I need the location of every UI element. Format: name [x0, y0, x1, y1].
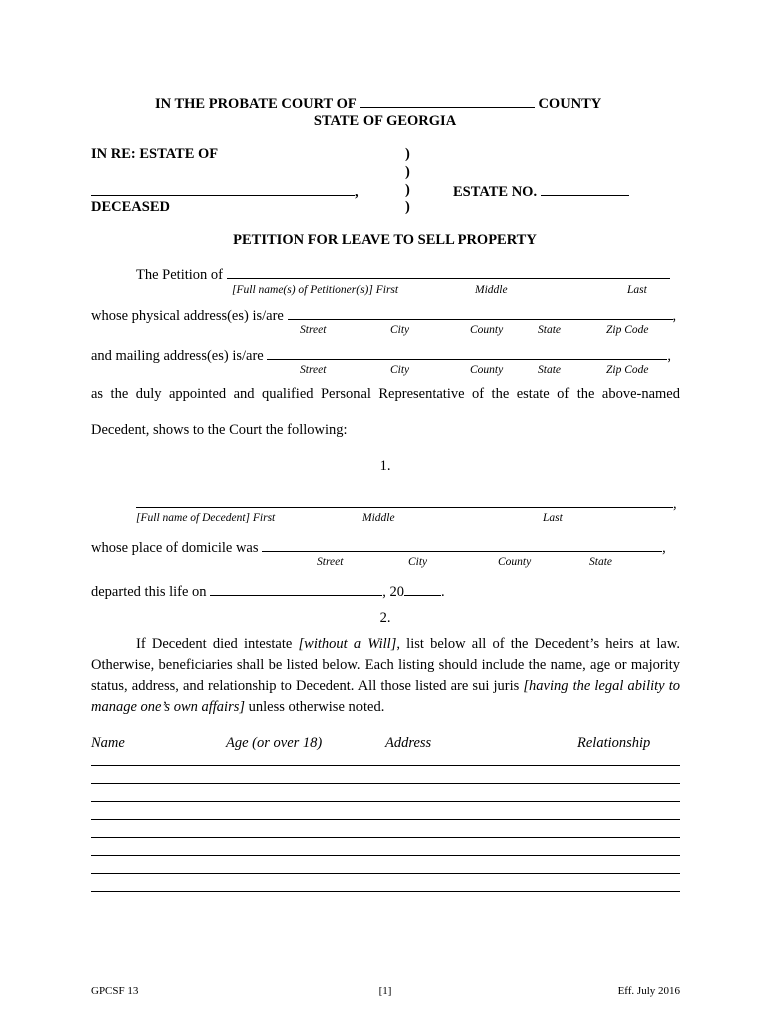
decedent-full-name-line [136, 494, 677, 513]
dom-label-county: County [498, 556, 532, 568]
domicile-blank[interactable] [262, 538, 662, 552]
physical-address-blank[interactable] [288, 306, 673, 320]
col-relationship: Relationship [577, 735, 651, 751]
mail-label-city: City [390, 364, 410, 376]
phys-label-county: County [470, 324, 504, 336]
decedent-full-name-blank[interactable] [136, 494, 673, 508]
effective-date: Eff. July 2016 [617, 985, 680, 997]
caption-paren-1: ) [405, 146, 410, 162]
duly-appointed-text: as the duly appointed and qualified Personal Representative of the estate of the above-named [91, 386, 680, 402]
in-re-label: IN RE: ESTATE OF [91, 146, 219, 162]
petitioner-label-last: Last [627, 284, 647, 296]
col-name: Name [91, 735, 125, 751]
mail-label-county: County [470, 364, 504, 376]
domicile-label: whose place of domicile was [91, 540, 259, 556]
document-title: PETITION FOR LEAVE TO SELL PROPERTY [233, 232, 537, 248]
shows-text: Decedent, shows to the Court the following: [91, 422, 348, 438]
estate-no [453, 182, 629, 201]
petitioner-label-middle: Middle [475, 284, 508, 296]
section-2-paragraph [91, 634, 680, 718]
section-1-number: 1. [379, 458, 391, 474]
phys-label-state: State [538, 324, 561, 336]
decedent-label-first: [Full name of Decedent] First [136, 512, 276, 524]
dom-label-city: City [408, 556, 428, 568]
death-date-blank[interactable] [210, 582, 382, 596]
para-italic-2: [having the legal ability to manage one’s own affairs] [91, 678, 680, 715]
heir-line-7[interactable] [91, 873, 680, 874]
section-2-number: 2. [379, 610, 391, 626]
phys-label-street: Street [300, 324, 327, 336]
para-italic-1: [without a Will] [298, 636, 397, 652]
estate-no-label: ESTATE NO. [453, 184, 538, 200]
mailing-address-label: and mailing address(es) is/are [91, 348, 264, 364]
petitioner-name-blank[interactable] [227, 265, 670, 279]
departed-label: departed this life on [91, 584, 207, 600]
heir-line-6[interactable] [91, 855, 680, 856]
departed-line [91, 582, 445, 601]
estate-no-blank[interactable] [541, 182, 629, 196]
county-label: COUNTY [538, 96, 602, 112]
petition-of-line [136, 265, 670, 284]
phys-label-zip: Zip Code [606, 324, 649, 336]
comma: , [673, 496, 677, 512]
decedent-label-last: Last [543, 512, 563, 524]
heir-line-1[interactable] [91, 765, 680, 766]
decedent-name-blank[interactable] [91, 182, 355, 196]
para-text-3: unless otherwise noted. [245, 699, 385, 715]
col-address: Address [385, 735, 432, 751]
heir-line-3[interactable] [91, 801, 680, 802]
mail-label-zip: Zip Code [606, 364, 649, 376]
domicile-line [91, 538, 666, 557]
mail-label-street: Street [300, 364, 327, 376]
heir-line-8[interactable] [91, 891, 680, 892]
state-heading: STATE OF GEORGIA [313, 113, 457, 129]
county-blank[interactable] [360, 94, 535, 108]
dom-label-street: Street [317, 556, 344, 568]
comma: , [667, 348, 671, 364]
petition-of-label: The Petition of [136, 267, 223, 283]
caption-paren-4: ) [405, 199, 410, 215]
comma: , [672, 308, 677, 324]
phys-label-city: City [390, 324, 410, 336]
year-prefix: , 20 [382, 584, 404, 600]
deceased-label: DECEASED [91, 199, 170, 215]
caption-comma: , [355, 184, 359, 200]
comma: , [662, 540, 666, 556]
heir-line-4[interactable] [91, 819, 680, 820]
period: . [440, 584, 445, 600]
decedent-label-middle: Middle [362, 512, 395, 524]
mailing-address-blank[interactable] [267, 346, 667, 360]
caption-paren-2: ) [405, 164, 410, 180]
form-id: GPCSF 13 [91, 985, 139, 997]
court-heading [155, 94, 601, 113]
death-year-blank[interactable] [404, 582, 441, 596]
physical-address-label: whose physical address(es) is/are [91, 308, 284, 324]
heir-line-5[interactable] [91, 837, 680, 838]
dom-label-state: State [589, 556, 612, 568]
mail-label-state: State [538, 364, 561, 376]
para-text-2: , list below all of the Decedent’s heirs at law. Otherwise, beneficiaries shall be listed below. Each listing should include the name, age or majority status, address, and relationship to Decedent. All those listed are sui juris [91, 636, 680, 694]
col-age: Age (or over 18) [226, 735, 323, 751]
court-prefix: IN THE PROBATE COURT OF [155, 96, 357, 112]
page-number: [1] [378, 985, 392, 997]
heir-line-2[interactable] [91, 783, 680, 784]
para-text-1: If Decedent died intestate [136, 636, 299, 652]
physical-address-line [91, 306, 676, 325]
mailing-address-line [91, 346, 671, 365]
caption-paren-3: ) [405, 182, 410, 198]
petitioner-label-first: [Full name(s) of Petitioner(s)] First [232, 284, 399, 296]
